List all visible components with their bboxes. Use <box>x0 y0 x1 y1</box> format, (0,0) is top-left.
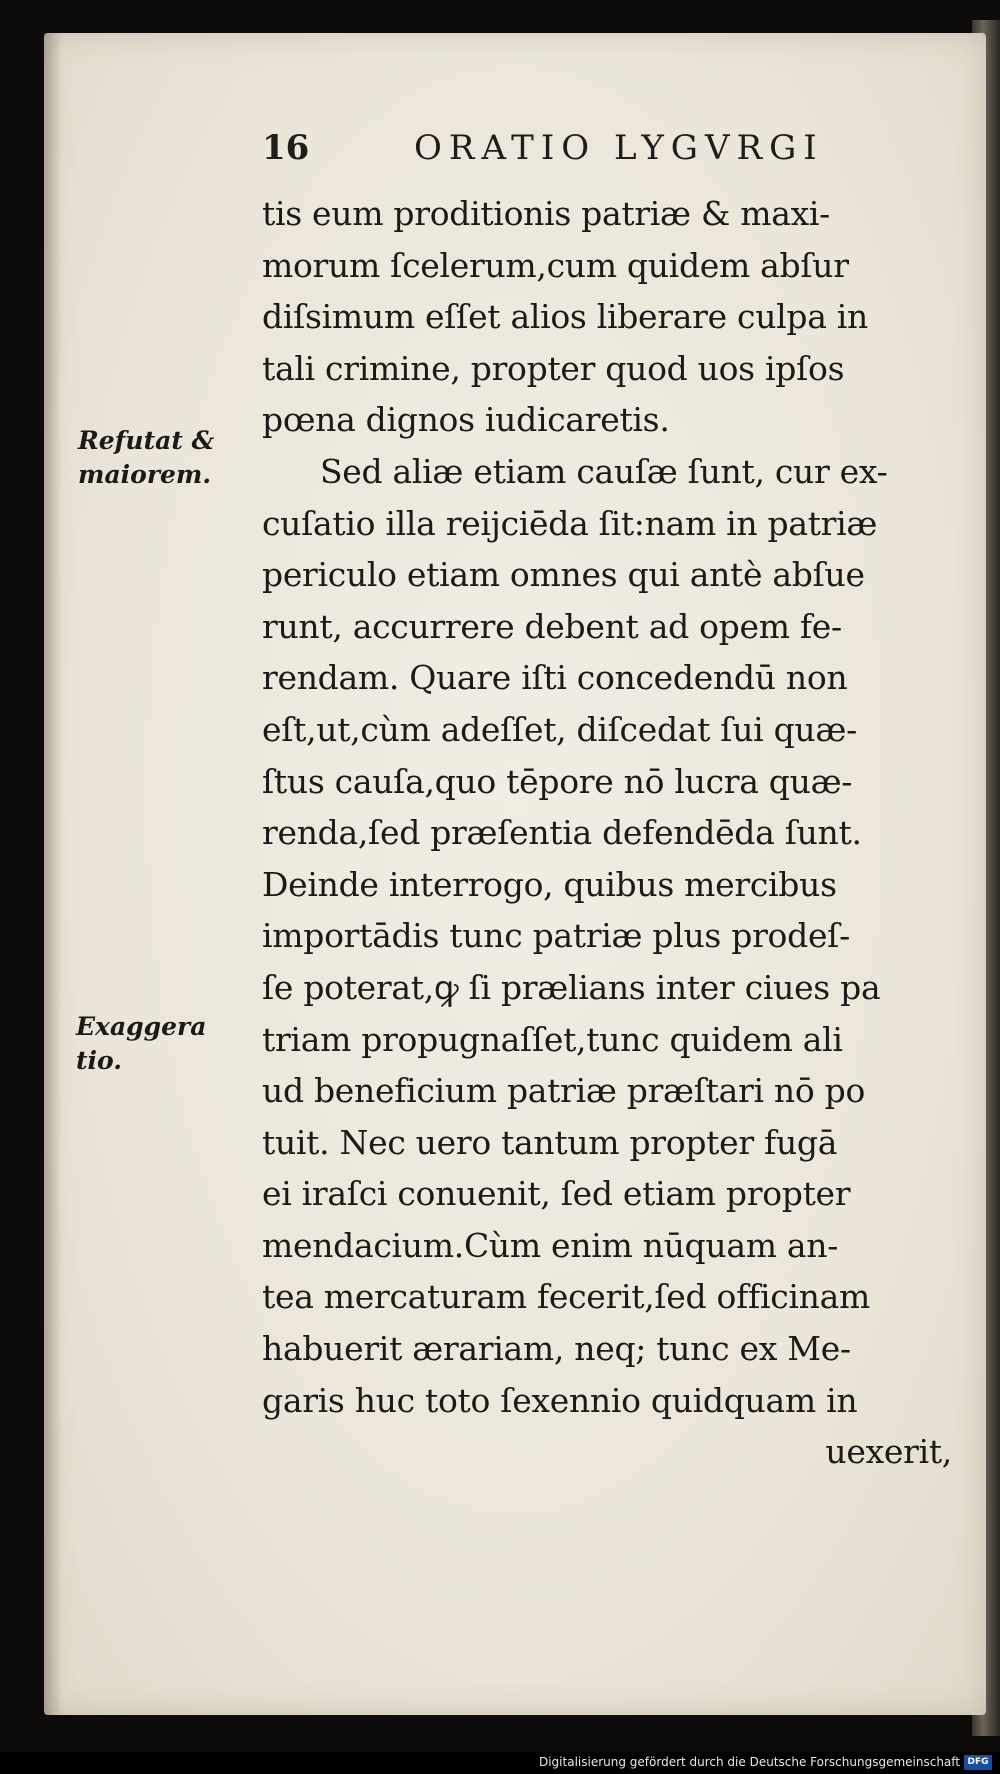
page-number: 16 <box>262 128 310 168</box>
text-line: cuſatio illa reijciēda ſit:nam in patriæ <box>262 503 878 543</box>
text-line: runt, accurrere debent ad opem fe- <box>262 606 842 646</box>
text-line: periculo etiam omnes qui antè abſue <box>262 555 865 595</box>
marginal-line: Exaggera <box>76 1012 207 1041</box>
gutter-shadow <box>44 33 62 1715</box>
text-line: pœna dignos iudicaretis. <box>262 400 670 440</box>
text-line: renda,ſed præſentia defendēda ſunt. <box>262 813 862 853</box>
marginal-line: Refutat & <box>78 426 215 455</box>
marginal-line: tio. <box>76 1046 122 1075</box>
text-line: Deinde interrogo, quibus mercibus <box>262 864 837 904</box>
text-line: tuit. Nec uero tantum propter fugā <box>262 1122 838 1162</box>
text-line: morum ſcelerum,cum quidem abſur <box>262 245 849 285</box>
marginal-note-exaggeratio <box>76 1010 206 1078</box>
text-line: rendam. Quare iſti concedendū non <box>262 658 848 698</box>
text-line: mendacium.Cùm enim nūquam an- <box>262 1225 839 1265</box>
text-line: Sed aliæ etiam cauſæ ſunt, cur ex- <box>320 451 888 491</box>
text-line: diſsimum eſſet alios liberare culpa in <box>262 297 869 337</box>
text-line: tis eum proditionis patriæ & maxi- <box>262 194 831 233</box>
text-line: ei iraſci conuenit, ſed etiam propter <box>262 1174 851 1214</box>
text-block <box>262 188 962 1478</box>
marginal-note-refutat <box>78 424 214 492</box>
text-line: importādis tunc patriæ plus prodeſ- <box>262 916 850 956</box>
running-title: ORATIO LYGVRGI <box>414 128 824 168</box>
text-line: triam propugnaſſet,tunc quidem ali <box>262 1019 843 1059</box>
text-line: ud beneficium patriæ præſtari nō po <box>262 1071 866 1111</box>
text-line: ſtus cauſa,quo tēpore nō lucra quæ- <box>262 761 853 801</box>
footer-credit: Digitalisierung gefördert durch die Deutsche Forschungsgemeinschaft <box>538 1755 960 1769</box>
dfg-logo-icon: DFG <box>964 1755 992 1770</box>
text-line: habuerit ærariam, neq; tunc ex Me- <box>262 1329 851 1369</box>
running-head <box>262 128 862 178</box>
text-line: ſe poterat,ꝙ ſi prælians inter ciues pa <box>262 967 881 1007</box>
text-line: garis huc toto ſexennio quidquam in <box>262 1380 858 1420</box>
marginal-line: maiorem. <box>78 460 212 489</box>
text-line: eſt,ut,cùm adeſſet, diſcedat ſui quæ- <box>262 709 857 749</box>
text-line: tali crimine, propter quod uos ipſos <box>262 348 845 388</box>
text-line: tea mercaturam fecerit,ſed officinam <box>262 1277 870 1317</box>
catchword: uexerit, <box>825 1432 952 1472</box>
